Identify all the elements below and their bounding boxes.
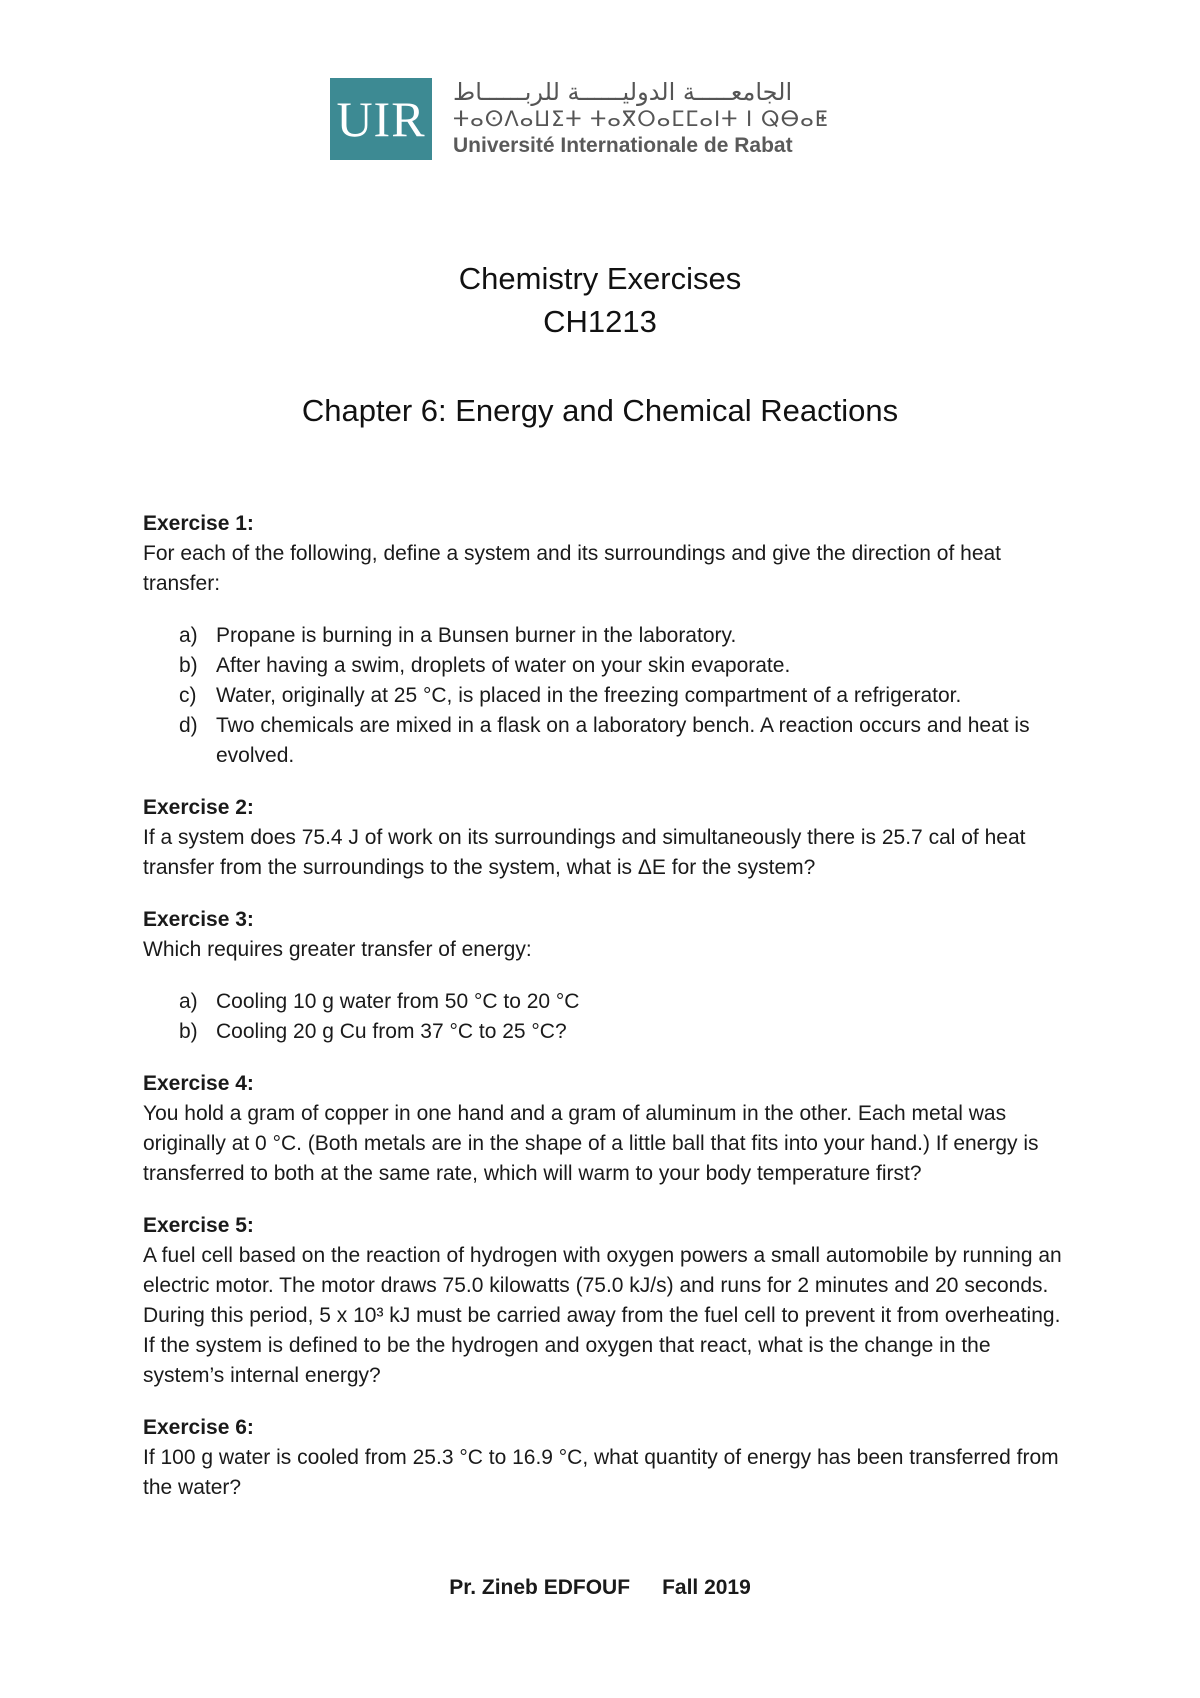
- exercise-subitems: [143, 987, 1063, 1047]
- list-item: [143, 681, 1063, 711]
- exercise-subitems: [143, 621, 1063, 771]
- list-item: [143, 651, 1063, 681]
- item-text: Cooling 20 g Cu from 37 °C to 25 °C?: [216, 1020, 567, 1043]
- logo-french-text: Université Internationale de Rabat: [453, 134, 793, 157]
- exercise-title: Exercise 6:: [143, 1416, 254, 1439]
- item-text: Water, originally at 25 °C, is placed in the freezing compartment of a refrigerator.: [216, 684, 962, 707]
- author-name: Pr. Zineb EDFOUF: [449, 1576, 631, 1599]
- logo-tifinagh-text: ⵜⴰⵙⴷⴰⵡⵉⵜ ⵜⴰⴳⵔⴰⵎⵎⴰⵏⵜ ⵏ ⵕⴱⴰⵟ: [453, 107, 829, 131]
- item-marker: a): [179, 624, 198, 647]
- exercise-text: If 100 g water is cooled from 25.3 °C to 16.9 °C, what quantity of energy has been transferred from the water?: [143, 1446, 1059, 1499]
- course-code: CH1213: [543, 304, 657, 339]
- exercise-title: Exercise 1:: [143, 512, 254, 535]
- course-title: Chemistry Exercises: [458, 261, 742, 296]
- item-marker: b): [179, 654, 198, 677]
- list-item: [143, 987, 1063, 1017]
- exercise-title: Exercise 3:: [143, 908, 254, 931]
- item-text: Two chemicals are mixed in a flask on a laboratory bench. A reaction occurs and heat is evolved.: [216, 714, 1030, 767]
- item-marker: a): [179, 990, 198, 1013]
- exercise-title: Exercise 2:: [143, 796, 254, 819]
- item-text: After having a swim, droplets of water on your skin evaporate.: [216, 654, 791, 677]
- item-marker: b): [179, 1020, 198, 1043]
- list-item: [143, 1017, 1063, 1047]
- item-text: Cooling 10 g water from 50 °C to 20 °C: [216, 990, 580, 1013]
- item-marker: d): [179, 714, 198, 737]
- exercise-text: You hold a gram of copper in one hand and a gram of aluminum in the other. Each metal was originally at 0 °C. (Both metals are in the shape of a little ball that fits into your hand.) If energy is transferred to both at the same rate, which will warm to your body temperature first?: [143, 1102, 1039, 1185]
- exercise-text: For each of the following, define a system and its surroundings and give the direction of heat transfer:: [143, 542, 1002, 595]
- exercise-2: [143, 793, 1063, 883]
- term-label: Fall 2019: [662, 1576, 751, 1599]
- exercise-5: [143, 1211, 1063, 1391]
- exercise-title: Exercise 4:: [143, 1072, 254, 1095]
- item-marker: c): [179, 684, 197, 707]
- chapter-title: Chapter 6: Energy and Chemical Reactions: [301, 393, 899, 428]
- logo-mark: UIR: [330, 78, 432, 160]
- exercise-text: Which requires greater transfer of energy:: [143, 938, 532, 961]
- university-logo: [330, 78, 875, 160]
- exercise-text: If a system does 75.4 J of work on its surroundings and simultaneously there is 25.7 cal of heat transfer from the surroundings to the system, what is ΔE for the system?: [143, 826, 1026, 879]
- list-item: [143, 711, 1063, 771]
- exercise-4: [143, 1069, 1063, 1189]
- exercise-1: [143, 509, 1063, 771]
- exercise-6: [143, 1413, 1063, 1503]
- exercise-list: [143, 509, 1063, 1525]
- exercise-3: [143, 905, 1063, 1047]
- exercise-text: A fuel cell based on the reaction of hydrogen with oxygen powers a small automobile by running an electric motor. The motor draws 75.0 kilowatts (75.0 kJ/s) and runs for 2 minutes and 20 seconds. During this period, 5 x 10³ kJ must be carried away from the fuel cell to prevent it from overheating. If the system is defined to be the hydrogen and oxygen that react, what is the change in the system’s internal energy?: [143, 1244, 1062, 1387]
- exercise-title: Exercise 5:: [143, 1214, 254, 1237]
- logo-arabic-text: الجامعـــــة الدوليــــــة للربــــــاط: [453, 78, 793, 106]
- list-item: [143, 621, 1063, 651]
- item-text: Propane is burning in a Bunsen burner in the laboratory.: [216, 624, 737, 647]
- page-footer: [0, 1576, 1200, 1600]
